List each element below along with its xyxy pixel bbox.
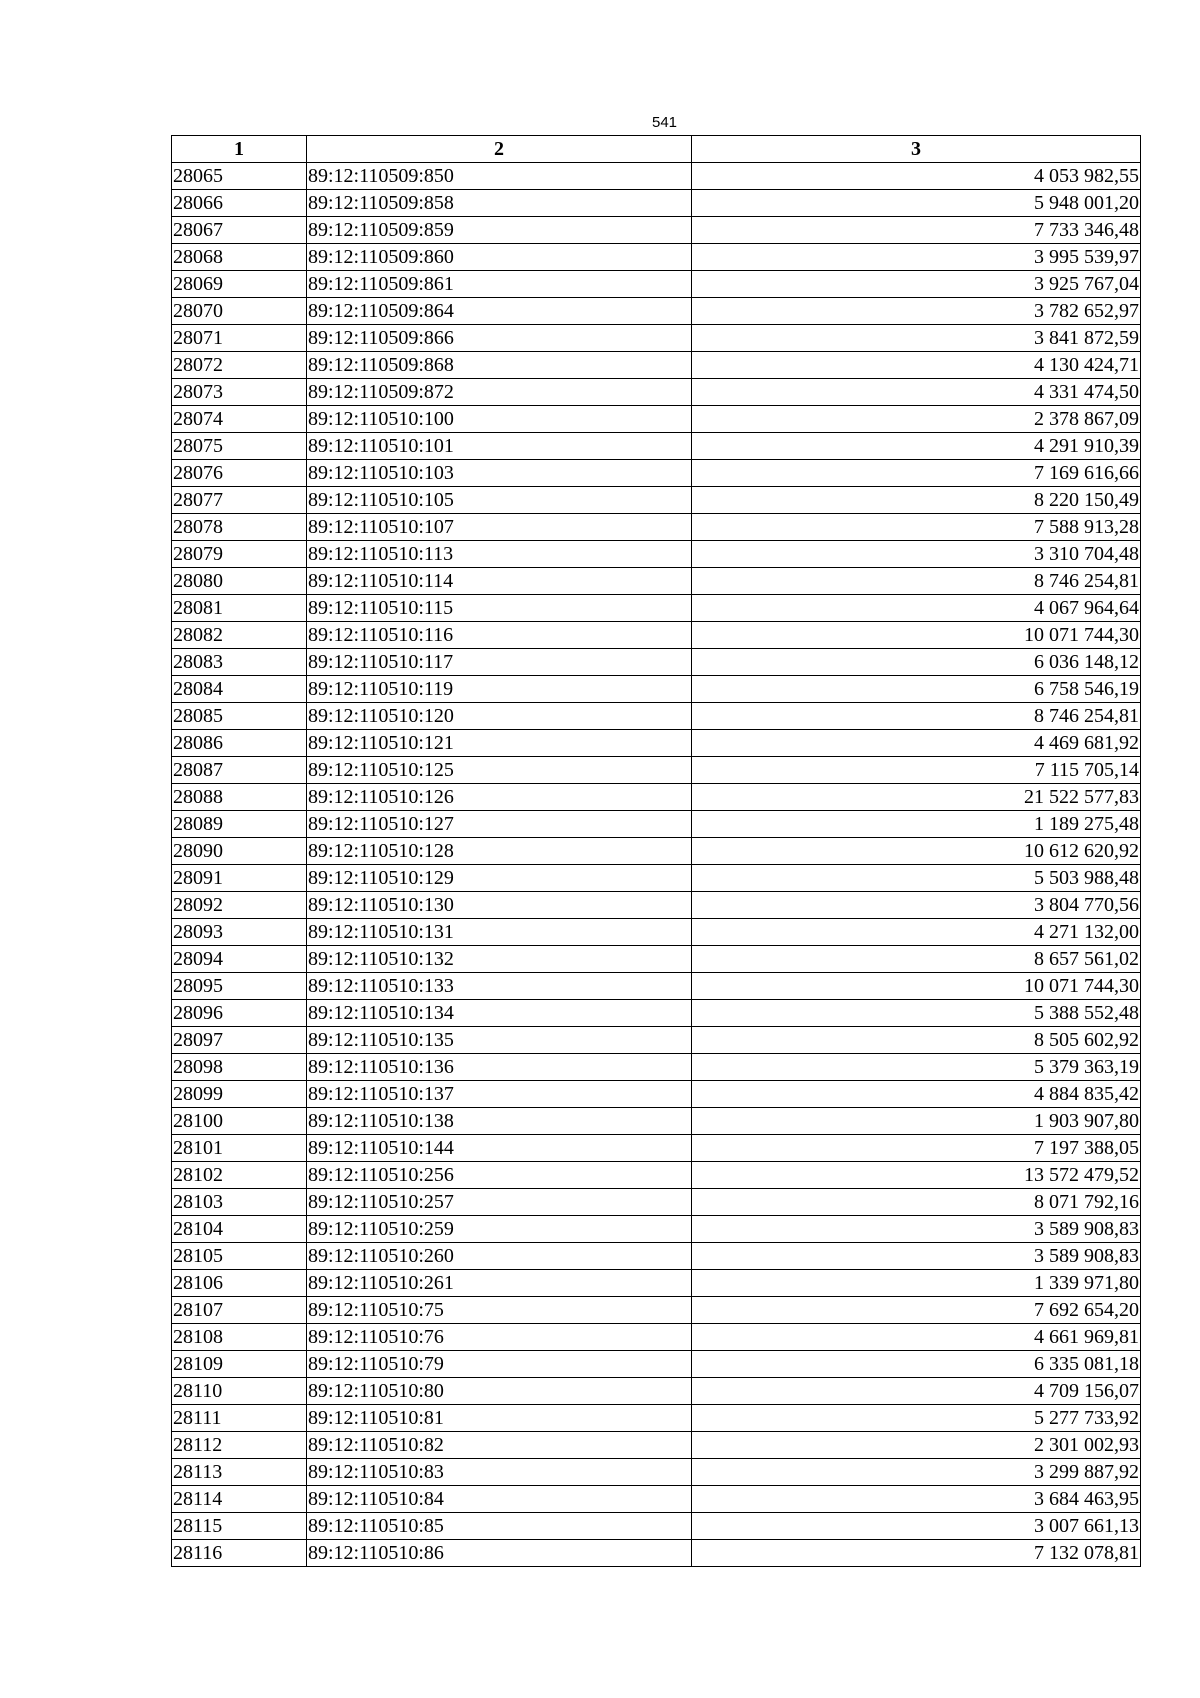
cadastral-number-cell: 89:12:110510:117 [307,649,692,676]
row-number-cell: 28074 [172,406,307,433]
value-cell: 1 903 907,80 [692,1108,1141,1135]
value-cell: 5 503 988,48 [692,865,1141,892]
value-cell: 13 572 479,52 [692,1162,1141,1189]
row-number-cell: 28083 [172,649,307,676]
table-row [172,1108,1141,1135]
value-cell: 6 758 546,19 [692,676,1141,703]
table-body [172,163,1141,1567]
table-row [172,1270,1141,1297]
table-row [172,1513,1141,1540]
row-number-cell: 28111 [172,1405,307,1432]
cadastral-number-cell: 89:12:110510:133 [307,973,692,1000]
cadastral-number-cell: 89:12:110510:103 [307,460,692,487]
value-cell: 7 692 654,20 [692,1297,1141,1324]
row-number-cell: 28073 [172,379,307,406]
cadastral-number-cell: 89:12:110510:144 [307,1135,692,1162]
table-row [172,460,1141,487]
row-number-cell: 28081 [172,595,307,622]
cadastral-number-cell: 89:12:110510:107 [307,514,692,541]
table-row [172,1162,1141,1189]
value-cell: 2 378 867,09 [692,406,1141,433]
column-header-3: 3 [692,136,1141,163]
table-row [172,703,1141,730]
row-number-cell: 28090 [172,838,307,865]
table-row [172,298,1141,325]
row-number-cell: 28075 [172,433,307,460]
value-cell: 7 115 705,14 [692,757,1141,784]
row-number-cell: 28087 [172,757,307,784]
value-cell: 1 339 971,80 [692,1270,1141,1297]
row-number-cell: 28092 [172,892,307,919]
table-row [172,406,1141,433]
row-number-cell: 28065 [172,163,307,190]
value-cell: 8 746 254,81 [692,703,1141,730]
row-number-cell: 28099 [172,1081,307,1108]
cadastral-number-cell: 89:12:110510:84 [307,1486,692,1513]
table-row [172,919,1141,946]
value-cell: 5 277 733,92 [692,1405,1141,1432]
table-row [172,163,1141,190]
cadastral-number-cell: 89:12:110509:859 [307,217,692,244]
table-row [172,649,1141,676]
row-number-cell: 28102 [172,1162,307,1189]
table-row [172,784,1141,811]
row-number-cell: 28091 [172,865,307,892]
row-number-cell: 28093 [172,919,307,946]
row-number-cell: 28101 [172,1135,307,1162]
row-number-cell: 28115 [172,1513,307,1540]
row-number-cell: 28079 [172,541,307,568]
table-row [172,1243,1141,1270]
value-cell: 3 841 872,59 [692,325,1141,352]
cadastral-number-cell: 89:12:110510:75 [307,1297,692,1324]
cadastral-number-cell: 89:12:110510:83 [307,1459,692,1486]
table-row [172,1486,1141,1513]
value-cell: 5 948 001,20 [692,190,1141,217]
row-number-cell: 28094 [172,946,307,973]
value-cell: 3 310 704,48 [692,541,1141,568]
table-row [172,325,1141,352]
value-cell: 3 782 652,97 [692,298,1141,325]
cadastral-number-cell: 89:12:110510:261 [307,1270,692,1297]
cadastral-number-cell: 89:12:110509:860 [307,244,692,271]
row-number-cell: 28086 [172,730,307,757]
value-cell: 4 271 132,00 [692,919,1141,946]
cadastral-number-cell: 89:12:110510:137 [307,1081,692,1108]
row-number-cell: 28067 [172,217,307,244]
table-row [172,433,1141,460]
row-number-cell: 28072 [172,352,307,379]
cadastral-number-cell: 89:12:110509:850 [307,163,692,190]
row-number-cell: 28084 [172,676,307,703]
value-cell: 3 925 767,04 [692,271,1141,298]
cadastral-number-cell: 89:12:110510:113 [307,541,692,568]
value-cell: 7 588 913,28 [692,514,1141,541]
row-number-cell: 28110 [172,1378,307,1405]
table-row [172,1135,1141,1162]
cadastral-number-cell: 89:12:110510:257 [307,1189,692,1216]
cadastral-number-cell: 89:12:110510:260 [307,1243,692,1270]
table-row [172,271,1141,298]
row-number-cell: 28089 [172,811,307,838]
row-number-cell: 28071 [172,325,307,352]
row-number-cell: 28100 [172,1108,307,1135]
cadastral-number-cell: 89:12:110510:129 [307,865,692,892]
value-cell: 3 007 661,13 [692,1513,1141,1540]
cadastral-number-cell: 89:12:110509:858 [307,190,692,217]
cadastral-number-cell: 89:12:110510:127 [307,811,692,838]
value-cell: 4 709 156,07 [692,1378,1141,1405]
row-number-cell: 28078 [172,514,307,541]
value-cell: 3 804 770,56 [692,892,1141,919]
table-row [172,892,1141,919]
cadastral-number-cell: 89:12:110510:100 [307,406,692,433]
cadastral-number-cell: 89:12:110510:134 [307,1000,692,1027]
value-cell: 7 132 078,81 [692,1540,1141,1567]
row-number-cell: 28103 [172,1189,307,1216]
cadastral-number-cell: 89:12:110510:85 [307,1513,692,1540]
data-table [171,135,1141,1567]
row-number-cell: 28113 [172,1459,307,1486]
value-cell: 3 995 539,97 [692,244,1141,271]
cadastral-number-cell: 89:12:110510:76 [307,1324,692,1351]
cadastral-number-cell: 89:12:110510:82 [307,1432,692,1459]
cadastral-number-cell: 89:12:110509:868 [307,352,692,379]
cadastral-number-cell: 89:12:110510:79 [307,1351,692,1378]
cadastral-number-cell: 89:12:110510:114 [307,568,692,595]
value-cell: 6 036 148,12 [692,649,1141,676]
value-cell: 8 071 792,16 [692,1189,1141,1216]
table-row [172,1432,1141,1459]
row-number-cell: 28105 [172,1243,307,1270]
table-row [172,1351,1141,1378]
table-row [172,487,1141,514]
row-number-cell: 28082 [172,622,307,649]
value-cell: 4 331 474,50 [692,379,1141,406]
cadastral-number-cell: 89:12:110510:128 [307,838,692,865]
value-cell: 8 220 150,49 [692,487,1141,514]
value-cell: 6 335 081,18 [692,1351,1141,1378]
row-number-cell: 28106 [172,1270,307,1297]
value-cell: 4 469 681,92 [692,730,1141,757]
value-cell: 2 301 002,93 [692,1432,1141,1459]
cadastral-number-cell: 89:12:110509:861 [307,271,692,298]
header-row [172,136,1141,163]
table-row [172,1216,1141,1243]
value-cell: 5 379 363,19 [692,1054,1141,1081]
table-row [172,1459,1141,1486]
table-row [172,595,1141,622]
cadastral-number-cell: 89:12:110510:125 [307,757,692,784]
table-row [172,568,1141,595]
value-cell: 4 130 424,71 [692,352,1141,379]
table-row [172,1000,1141,1027]
value-cell: 5 388 552,48 [692,1000,1141,1027]
value-cell: 8 505 602,92 [692,1027,1141,1054]
column-header-1: 1 [172,136,307,163]
row-number-cell: 28096 [172,1000,307,1027]
value-cell: 7 197 388,05 [692,1135,1141,1162]
value-cell: 3 589 908,83 [692,1243,1141,1270]
table-row [172,541,1141,568]
value-cell: 3 589 908,83 [692,1216,1141,1243]
value-cell: 10 071 744,30 [692,973,1141,1000]
table-row [172,622,1141,649]
cadastral-number-cell: 89:12:110510:132 [307,946,692,973]
column-header-2: 2 [307,136,692,163]
cadastral-number-cell: 89:12:110510:86 [307,1540,692,1567]
table-row [172,1405,1141,1432]
table-row [172,1027,1141,1054]
value-cell: 7 169 616,66 [692,460,1141,487]
row-number-cell: 28109 [172,1351,307,1378]
row-number-cell: 28098 [172,1054,307,1081]
table-row [172,946,1141,973]
table-row [172,865,1141,892]
cadastral-number-cell: 89:12:110510:126 [307,784,692,811]
table-header [172,136,1141,163]
row-number-cell: 28116 [172,1540,307,1567]
cadastral-number-cell: 89:12:110510:81 [307,1405,692,1432]
cadastral-number-cell: 89:12:110510:130 [307,892,692,919]
table-row [172,730,1141,757]
value-cell: 10 612 620,92 [692,838,1141,865]
cadastral-number-cell: 89:12:110510:101 [307,433,692,460]
table-row [172,1378,1141,1405]
row-number-cell: 28108 [172,1324,307,1351]
table-row [172,757,1141,784]
value-cell: 21 522 577,83 [692,784,1141,811]
table-row [172,676,1141,703]
row-number-cell: 28107 [172,1297,307,1324]
row-number-cell: 28068 [172,244,307,271]
table-row [172,244,1141,271]
value-cell: 4 661 969,81 [692,1324,1141,1351]
value-cell: 7 733 346,48 [692,217,1141,244]
value-cell: 1 189 275,48 [692,811,1141,838]
table-row [172,352,1141,379]
row-number-cell: 28112 [172,1432,307,1459]
value-cell: 4 884 835,42 [692,1081,1141,1108]
cadastral-number-cell: 89:12:110510:116 [307,622,692,649]
cadastral-number-cell: 89:12:110510:115 [307,595,692,622]
table-row [172,1297,1141,1324]
cadastral-number-cell: 89:12:110510:80 [307,1378,692,1405]
row-number-cell: 28104 [172,1216,307,1243]
table-row [172,379,1141,406]
cadastral-number-cell: 89:12:110510:256 [307,1162,692,1189]
row-number-cell: 28070 [172,298,307,325]
table-row [172,514,1141,541]
cadastral-number-cell: 89:12:110509:866 [307,325,692,352]
row-number-cell: 28076 [172,460,307,487]
table-row [172,811,1141,838]
row-number-cell: 28077 [172,487,307,514]
cadastral-number-cell: 89:12:110510:135 [307,1027,692,1054]
row-number-cell: 28088 [172,784,307,811]
cadastral-number-cell: 89:12:110510:131 [307,919,692,946]
cadastral-number-cell: 89:12:110510:119 [307,676,692,703]
row-number-cell: 28066 [172,190,307,217]
page-number: 541 [651,114,678,131]
value-cell: 10 071 744,30 [692,622,1141,649]
table-row [172,1054,1141,1081]
row-number-cell: 28114 [172,1486,307,1513]
value-cell: 8 746 254,81 [692,568,1141,595]
cadastral-number-cell: 89:12:110510:136 [307,1054,692,1081]
row-number-cell: 28085 [172,703,307,730]
cadastral-number-cell: 89:12:110510:259 [307,1216,692,1243]
value-cell: 3 684 463,95 [692,1486,1141,1513]
table-row [172,838,1141,865]
table-row [172,1540,1141,1567]
cadastral-number-cell: 89:12:110510:105 [307,487,692,514]
cadastral-number-cell: 89:12:110509:872 [307,379,692,406]
cadastral-number-cell: 89:12:110510:121 [307,730,692,757]
row-number-cell: 28097 [172,1027,307,1054]
row-number-cell: 28095 [172,973,307,1000]
cadastral-number-cell: 89:12:110510:138 [307,1108,692,1135]
value-cell: 8 657 561,02 [692,946,1141,973]
table-row [172,973,1141,1000]
value-cell: 4 067 964,64 [692,595,1141,622]
cadastral-number-cell: 89:12:110509:864 [307,298,692,325]
row-number-cell: 28080 [172,568,307,595]
table-row [172,217,1141,244]
value-cell: 3 299 887,92 [692,1459,1141,1486]
value-cell: 4 053 982,55 [692,163,1141,190]
value-cell: 4 291 910,39 [692,433,1141,460]
table-row [172,190,1141,217]
cadastral-number-cell: 89:12:110510:120 [307,703,692,730]
table-row [172,1324,1141,1351]
table-row [172,1081,1141,1108]
row-number-cell: 28069 [172,271,307,298]
table-row [172,1189,1141,1216]
